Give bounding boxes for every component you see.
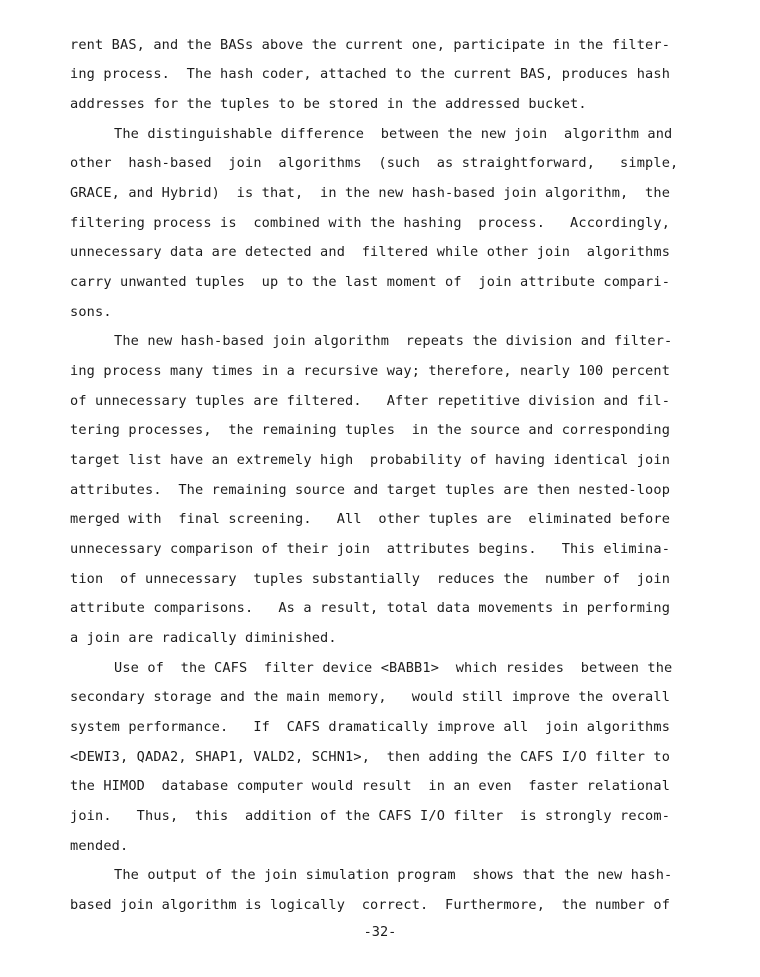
text-line: unnecessary comparison of their join attributes begins. This elimina-	[70, 541, 671, 557]
text-line: tion of unnecessary tuples substantially reduces the number of join	[70, 571, 671, 587]
text-line: other hash-based join algorithms (such as straightforward, simple,	[70, 155, 679, 171]
text-line: GRACE, and Hybrid) is that, in the new hash-based join algorithm, the	[70, 185, 671, 201]
text-line: carry unwanted tuples up to the last moment of join attribute compari-	[70, 274, 671, 290]
text-line: tering processes, the remaining tuples in the source and corresponding	[70, 422, 671, 438]
text-line: attributes. The remaining source and target tuples are then nested-loop	[70, 482, 671, 498]
text-line: of unnecessary tuples are filtered. After repetitive division and fil-	[70, 393, 671, 409]
text-line: <DEWI3, QADA2, SHAP1, VALD2, SCHN1>, then adding the CAFS I/O filter to	[70, 749, 671, 765]
text-line: ing process. The hash coder, attached to the current BAS, produces hash	[70, 66, 671, 82]
text-line: addresses for the tuples to be stored in the addressed bucket.	[70, 96, 587, 112]
text-line: based join algorithm is logically correct. Furthermore, the number of	[70, 897, 671, 913]
page-number: -32-	[363, 924, 397, 940]
text-line: secondary storage and the main memory, would still improve the overall	[70, 689, 671, 705]
text-line: ing process many times in a recursive way; therefore, nearly 100 percent	[70, 363, 671, 379]
text-line: sons.	[70, 304, 112, 320]
text-line: mended.	[70, 838, 129, 854]
text-line: target list have an extremely high probability of having identical join	[70, 452, 671, 468]
text-line: system performance. If CAFS dramatically improve all join algorithms	[70, 719, 671, 735]
text-line: join. Thus, this addition of the CAFS I/O filter is strongly recom-	[70, 808, 671, 824]
text-line: merged with final screening. All other tuples are eliminated before	[70, 511, 671, 527]
text-line: Use of the CAFS filter device <BABB1> which resides between the	[114, 660, 673, 676]
text-line: The distinguishable difference between the new join algorithm and	[114, 126, 673, 142]
text-line: The output of the join simulation program shows that the new hash-	[114, 867, 673, 883]
text-line: a join are radically diminished.	[70, 630, 337, 646]
text-line: rent BAS, and the BASs above the current one, participate in the filter-	[70, 37, 671, 53]
text-line: filtering process is combined with the hashing process. Accordingly,	[70, 215, 671, 231]
text-line: The new hash-based join algorithm repeats the division and filter-	[114, 333, 673, 349]
text-line: the HIMOD database computer would result in an even faster relational	[70, 778, 671, 794]
text-line: unnecessary data are detected and filtered while other join algorithms	[70, 244, 671, 260]
text-line: attribute comparisons. As a result, total data movements in performing	[70, 600, 671, 616]
